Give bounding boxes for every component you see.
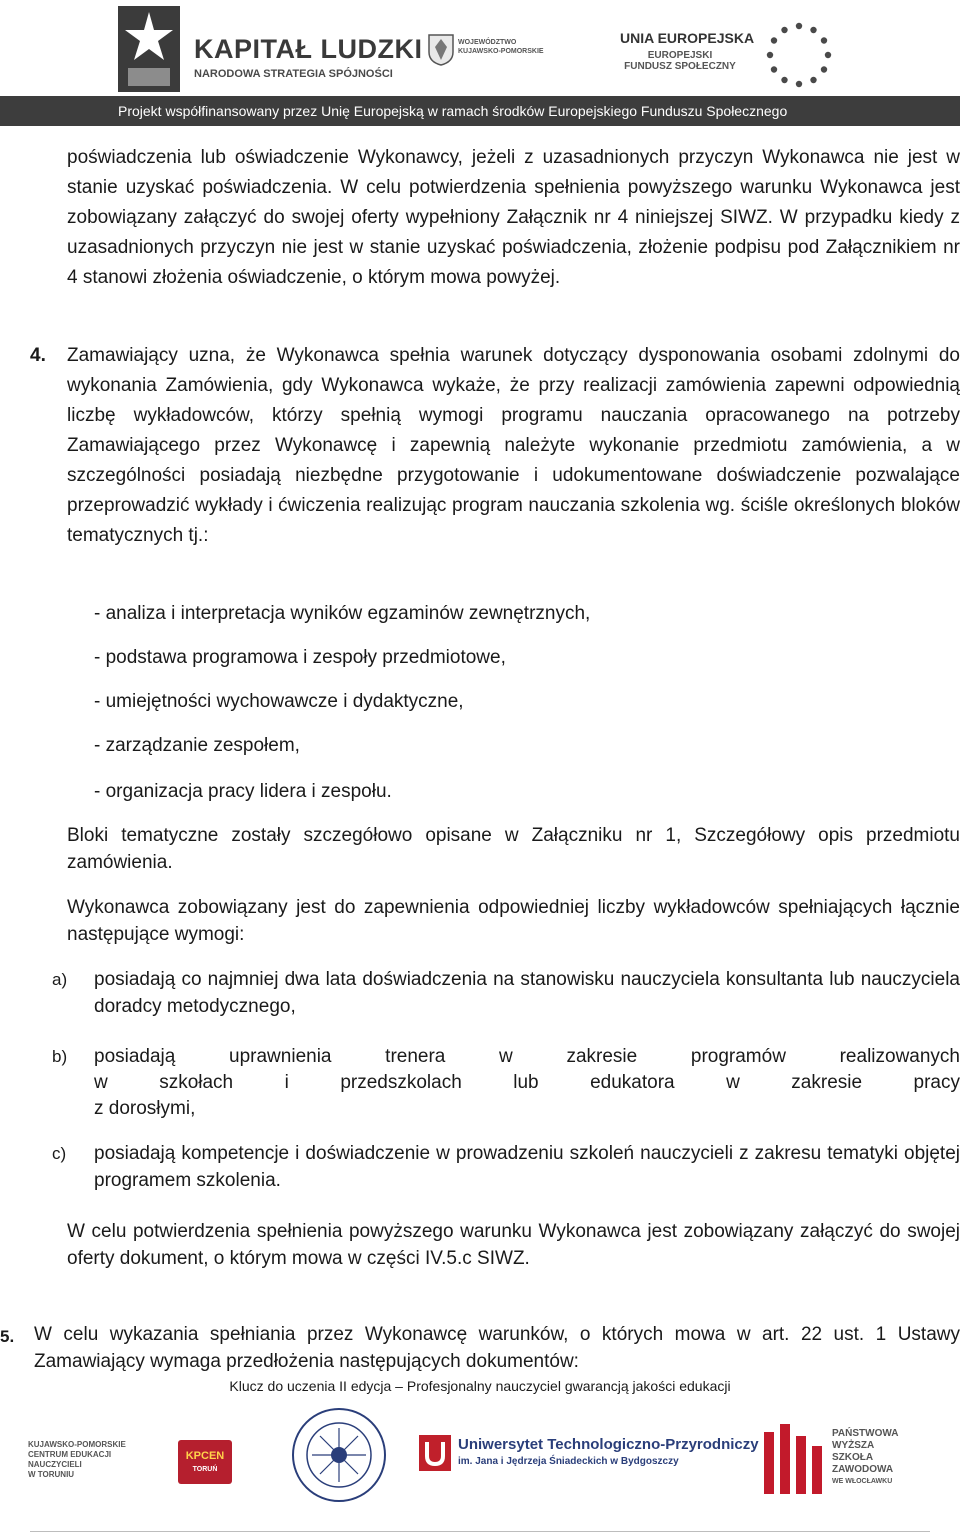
utp-subtitle: im. Jana i Jędrzeja Śniadeckich w Bydgoszczy	[458, 1456, 679, 1467]
utp-logo	[418, 1432, 759, 1482]
kpcen-line3: NAUCZYCIELI	[28, 1460, 82, 1469]
kapital-ludzki-subtitle: NARODOWA STRATEGIA SPÓJNOŚCI	[194, 68, 393, 80]
wojewodztwo-text	[458, 38, 544, 56]
kapital-ludzki-star-icon	[118, 6, 180, 92]
unia-europejska-logo	[620, 16, 860, 96]
confirmation-paragraph: W celu potwierdzenia spełnienia powyższego warunku Wykonawca jest zobowiązany załączyć do swojej oferty dokument, o którym mowa w części IV.5.c SIWZ.	[67, 1221, 960, 1269]
wojewodztwo-line2: KUJAWSKO-POMORSKIE	[458, 48, 544, 55]
kpcen-badge-sublabel: TORUŃ	[192, 1466, 218, 1473]
intro-paragraph: poświadczenia lub oświadczenie Wykonawcy, jeżeli z uzasadnionych przyczyn Wykonawca nie jest w stanie uzyskać poświadczenia. W celu potwierdzenia spełnienia powyższego warunku Wykonawca jest zobowiązany załączyć do swojej oferty wypełniony Załącznik nr 4 niniejszej SIWZ. W przypadku kiedy z uzasadnionych przyczyn nie jest w stanie uzyskać poświadczenia, złożenie podpisu pod Załącznikiem nr 4 stanowi złożenia oświadczenie, o którym mowa powyżej.	[67, 147, 960, 288]
umk-seal-icon	[290, 1406, 388, 1504]
blocks-note-paragraph: Bloki tematyczne zostały szczegółowo opisane w Załączniku nr 1, Szczegółowy opis przedmiotu zamówienia.	[67, 825, 960, 873]
footer-logos	[0, 1400, 960, 1510]
pwsz-text	[832, 1428, 898, 1488]
ue-line2: FUNDUSZ SPOŁECZNY	[624, 61, 736, 72]
point-4-number: 4.	[30, 345, 46, 366]
kpcen-line4: W TORUNIU	[28, 1470, 75, 1479]
requirement-a-text: posiadają co najmniej dwa lata doświadczenia na stanowisku nauczyciela konsultanta lub nauczyciela doradcy metodycznego,	[94, 969, 960, 1017]
block-item-3: - umiejętności wychowawcze i dydaktyczne,	[94, 691, 464, 712]
footer-project-title: Klucz do uczenia II edycja – Profesjonalny nauczyciel gwarancją jakości edukacji	[229, 1378, 731, 1394]
pwsz-line3: SZKOŁA	[832, 1452, 874, 1463]
requirement-c-mark: c)	[52, 1144, 67, 1163]
pwsz-line4: ZAWODOWA	[832, 1464, 894, 1475]
kpcen-logo	[28, 1436, 238, 1496]
pwsz-line1: PAŃSTWOWA	[832, 1428, 899, 1439]
wojewodztwo-line1: WOJEWÓDZTWO	[458, 39, 517, 46]
pwsz-line5: WE WŁOCŁAWKU	[832, 1478, 893, 1485]
block-item-1: - analiza i interpretacja wyników egzaminów zewnętrznych,	[94, 603, 591, 624]
project-funding-bar	[0, 96, 960, 126]
utp-name: Uniwersytet Technologiczno-Przyrodniczy	[458, 1436, 759, 1453]
project-funding-note: Projekt współfinansowany przez Unię Europejską w ramach środków Europejskiego Funduszu Społecznego	[118, 103, 788, 119]
requirement-c-text: posiadają kompetencje i doświadczenie w prowadzeniu szkoleń nauczycieli z zakresu tematyki objętej programem szkolenia.	[94, 1143, 960, 1191]
footer-divider	[30, 1531, 930, 1532]
kpcen-badge-label: KPCEN	[185, 1450, 225, 1462]
kapital-ludzki-title: KAPITAŁ LUDZKI	[194, 34, 423, 64]
point-5-number: 5.	[0, 1327, 15, 1346]
requirement-b-mark: b)	[52, 1047, 68, 1066]
block-item-2: - podstawa programowa i zespoły przedmiotowe,	[94, 647, 506, 668]
pwsz-line2: WYŻSZA	[832, 1440, 875, 1451]
requirements-intro-paragraph: Wykonawca zobowiązany jest do zapewnienia odpowiedniej liczby wykładowców spełniających łącznie następujące wymogi:	[67, 897, 960, 945]
kpcen-line2: CENTRUM EDUKACJI	[28, 1450, 112, 1459]
pwsz-logo	[760, 1422, 920, 1502]
kpcen-line1: KUJAWSKO-POMORSKIE	[28, 1440, 126, 1449]
requirement-b-line2: w szkołach i przedszkolach lub edukatora w zakresie pracy	[94, 1072, 960, 1093]
block-item-4: - zarządzanie zespołem,	[94, 735, 300, 756]
kpcen-badge	[178, 1440, 232, 1484]
page-header	[0, 0, 960, 128]
kapital-ludzki-logo	[118, 6, 423, 96]
eu-flag-stars-icon	[760, 16, 838, 94]
point-5-paragraph: W celu wykazania spełniania przez Wykonawcę warunków, o których mowa w art. 22 ust. 1 Ustawy Zamawiający wymaga przedłożenia następujących dokumentów:	[34, 1324, 960, 1372]
requirement-b-line3: z dorosłymi,	[94, 1098, 196, 1119]
kpcen-text	[28, 1440, 126, 1480]
block-item-5: - organizacja pracy lidera i zespołu.	[94, 781, 392, 802]
utp-emblem-icon	[418, 1434, 452, 1472]
ue-subtitle	[620, 50, 740, 72]
ue-line1: EUROPEJSKI	[647, 50, 713, 61]
point-4-paragraph: Zamawiający uzna, że Wykonawca spełnia warunek dotyczący dysponowania osobami zdolnymi do wykonania Zamówienia, gdy Wykonawca wykaże, że przy realizacji zamówienia zapewni odpowiednią liczbę wykładowców, którzy spełnią wymogi programu nauczania opracowanego na potrzeby Zamawiającego przez Wykonawcę i zapewnią należyte wykonanie przedmiotu zamówienia, a w szczególności posiadają niezbędne przygotowanie i udokumentowane doświadczenie pozwalające przeprowadzić wykłady i ćwiczenia realizując program nauczania szkolenia wg. ściśle określonych bloków tematycznych tj.:	[67, 345, 960, 546]
ue-title: UNIA EUROPEJSKA	[620, 30, 755, 46]
requirement-b-line1: posiadają uprawnienia trenera w zakresie programów realizowanych	[94, 1046, 960, 1067]
wojewodztwo-crest-icon	[428, 34, 454, 66]
requirement-a-mark: a)	[52, 970, 68, 989]
wojewodztwo-logo	[428, 26, 544, 74]
pwsz-emblem-icon	[760, 1422, 826, 1498]
